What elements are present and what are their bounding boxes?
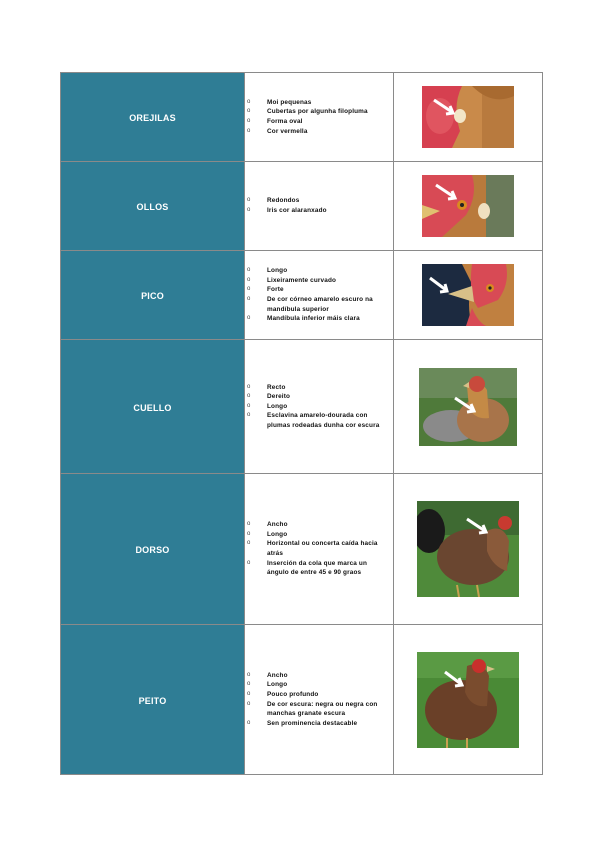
description-cell — [245, 625, 394, 775]
description-cell — [245, 340, 394, 474]
list-item: o Iris cor alaranxado — [267, 206, 387, 216]
image-cell — [394, 625, 543, 775]
list-item: o Horizontal ou concerta caída hacia atrás — [267, 539, 387, 558]
hen-earlobe-photo — [422, 86, 514, 148]
list-item: o Sen prominencia destacable — [267, 719, 387, 729]
image-cell — [394, 73, 543, 162]
row-label-cell — [61, 251, 245, 340]
list-item: o Longo — [267, 680, 387, 690]
feature-list — [245, 520, 393, 578]
hen-beak-photo — [422, 264, 514, 326]
hen-neck-photo — [419, 368, 517, 446]
hen-back-photo — [417, 501, 519, 597]
description-cell — [245, 73, 394, 162]
list-item: o Esclavina amarelo-dourada con plumas rodeadas dunha cor escura — [267, 411, 387, 430]
list-item: o Forma oval — [267, 117, 387, 127]
feature-list — [245, 383, 393, 431]
list-item: o De cor córneo amarelo escuro na mandíbula superior — [267, 295, 387, 314]
list-item: o Forte — [267, 285, 387, 295]
image-cell — [394, 474, 543, 625]
row-label: DORSO — [135, 545, 170, 555]
feature-list — [245, 98, 393, 136]
list-item: o Ancho — [267, 671, 387, 681]
table-row — [61, 340, 543, 474]
list-item: o Longo — [267, 402, 387, 412]
list-item: o Redondos — [267, 196, 387, 206]
description-cell — [245, 162, 394, 251]
list-item: o Cor vermella — [267, 127, 387, 137]
list-item: o Cubertas por algunha filopluma — [267, 107, 387, 117]
row-label: PEITO — [138, 695, 167, 706]
list-item: o De cor escura: negra ou negra con manchas granate escura — [267, 700, 387, 719]
list-item: o Longo — [267, 266, 387, 276]
list-item: o Ancho — [267, 520, 387, 530]
list-item: o Inserción da cola que marca un ángulo de entre 45 e 90 graos — [267, 559, 387, 578]
image-cell — [394, 251, 543, 340]
table-row — [61, 73, 543, 162]
hen-eye-photo — [422, 175, 514, 237]
list-item: o Longo — [267, 530, 387, 540]
row-label-cell — [61, 340, 245, 474]
hen-breast-photo — [417, 652, 519, 748]
breed-features-table — [60, 72, 543, 775]
list-item: o Moi pequenas — [267, 98, 387, 108]
description-cell — [245, 251, 394, 340]
image-cell — [394, 162, 543, 251]
feature-list — [245, 196, 393, 215]
row-label: CUELLO — [133, 402, 172, 413]
row-label-cell — [61, 73, 245, 162]
list-item: o Dereito — [267, 392, 387, 402]
row-label-cell — [61, 474, 245, 625]
table-row — [61, 251, 543, 340]
row-label-cell — [61, 162, 245, 251]
row-label: OREJILAS — [129, 113, 176, 123]
row-label: OLLOS — [136, 202, 169, 212]
description-cell — [245, 474, 394, 625]
list-item: o Lixeiramente curvado — [267, 276, 387, 286]
feature-list — [245, 266, 393, 324]
table-row — [61, 474, 543, 625]
row-label: PICO — [141, 291, 164, 301]
list-item: o Mandíbula inferior máis clara — [267, 314, 387, 324]
row-label-cell — [61, 625, 245, 775]
table-row — [61, 162, 543, 251]
list-item: o Recto — [267, 383, 387, 393]
list-item: o Pouco profundo — [267, 690, 387, 700]
table-row — [61, 625, 543, 775]
feature-list — [245, 671, 393, 729]
image-cell — [394, 340, 543, 474]
